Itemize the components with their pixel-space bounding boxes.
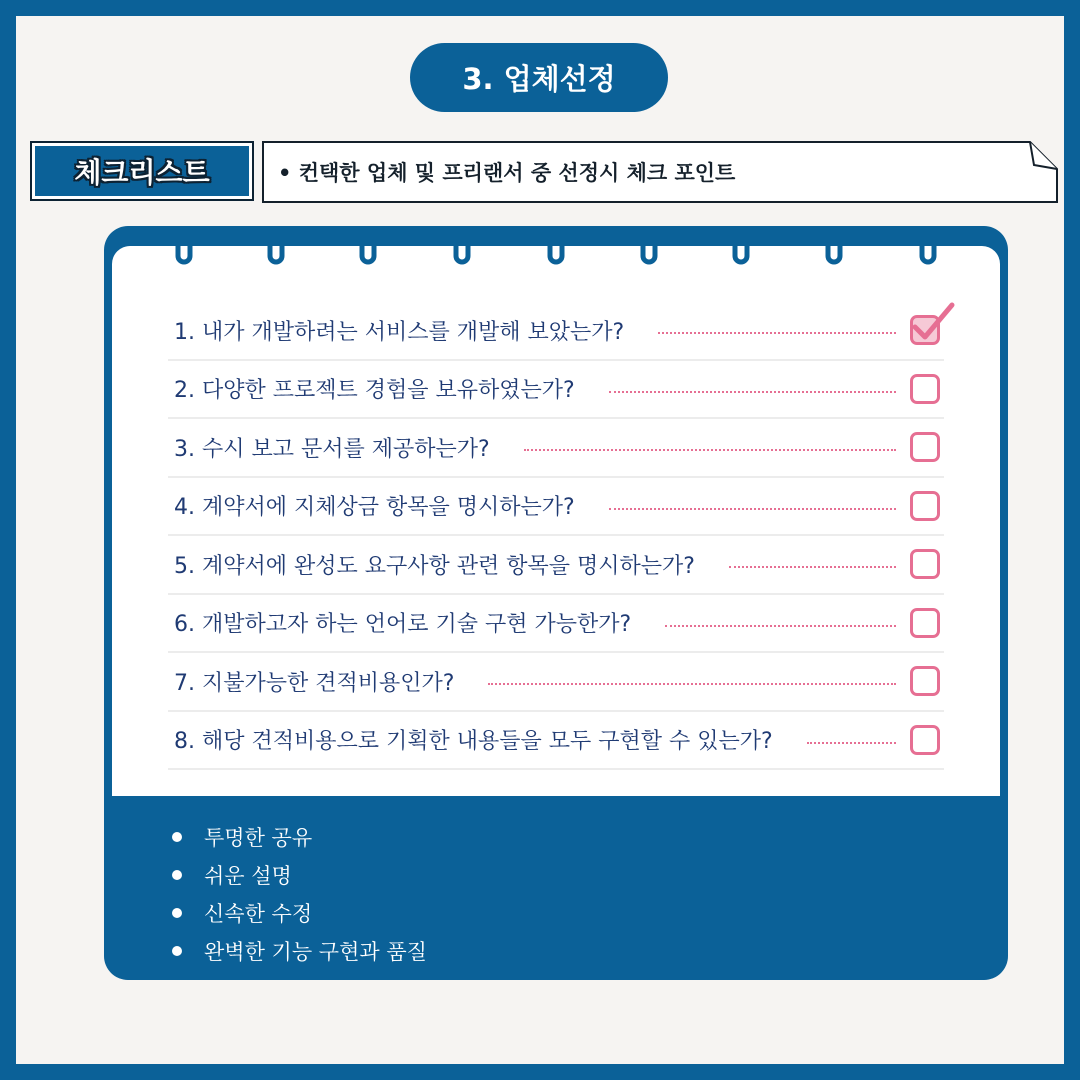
feature-item [172, 894, 427, 932]
dotted-leader [609, 391, 896, 393]
feature-list [172, 818, 427, 970]
checklist-row [168, 478, 944, 537]
ring-icon [916, 226, 940, 274]
feature-label: 투명한 공유 [204, 826, 313, 850]
feature-item [172, 856, 427, 894]
checkbox-checked[interactable] [910, 315, 940, 345]
checklist-row [168, 595, 944, 654]
section-title: 3. 업체선정 [410, 43, 668, 112]
dotted-leader [658, 332, 896, 334]
feature-item [172, 818, 427, 856]
checklist-question: 8. 해당 견적비용으로 기획한 내용들을 모두 구현할 수 있는가? [174, 729, 773, 755]
checklist-row [168, 536, 944, 595]
ring-icon [264, 226, 288, 274]
checklist-question: 7. 지불가능한 견적비용인가? [174, 670, 455, 696]
checklist-question: 3. 수시 보고 문서를 제공하는가? [174, 436, 490, 462]
checklist-question: 4. 계약서에 지체상금 항목을 명시하는가? [174, 495, 575, 521]
checkbox[interactable] [910, 549, 940, 579]
feature-item [172, 932, 427, 970]
checklist-row [168, 419, 944, 478]
dotted-leader [488, 683, 896, 685]
checkbox[interactable] [910, 608, 940, 638]
feature-label: 쉬운 설명 [204, 864, 292, 888]
checkbox[interactable] [910, 432, 940, 462]
ring-icon [544, 226, 568, 274]
feature-label: 완벽한 기능 구현과 품질 [204, 940, 427, 964]
checkbox[interactable] [910, 491, 940, 521]
dotted-leader [807, 742, 896, 744]
subtitle-note [262, 141, 1058, 203]
bullet-dot-icon [172, 908, 182, 918]
checklist [168, 302, 944, 770]
checklist-row [168, 361, 944, 420]
ring-icon [637, 226, 661, 274]
checkbox[interactable] [910, 666, 940, 696]
dotted-leader [729, 566, 896, 568]
dotted-leader [665, 625, 896, 627]
checklist-question: 2. 다양한 프로젝트 경험을 보유하였는가? [174, 378, 575, 404]
checkbox[interactable] [910, 725, 940, 755]
ring-icon [822, 226, 846, 274]
ring-icon [450, 226, 474, 274]
checklist-row [168, 653, 944, 712]
dotted-leader [524, 449, 896, 451]
checklist-question: 6. 개발하고자 하는 언어로 기술 구현 가능한가? [174, 612, 632, 638]
ring-icon [729, 226, 753, 274]
ring-icon [356, 226, 380, 274]
checkmark-icon [910, 301, 956, 347]
subtitle-text: • 컨택한 업체 및 프리랜서 중 선정시 체크 포인트 [278, 161, 736, 185]
checklist-tag [30, 141, 254, 201]
ring-icon [172, 226, 196, 274]
checklist-question: 5. 계약서에 완성도 요구사항 관련 항목을 명시하는가? [174, 553, 695, 579]
feature-label: 신속한 수정 [204, 902, 313, 926]
checklist-row [168, 302, 944, 361]
checklist-question: 1. 내가 개발하려는 서비스를 개발해 보았는가? [174, 319, 625, 345]
bullet-dot-icon [172, 870, 182, 880]
checklist-row [168, 712, 944, 771]
checkbox[interactable] [910, 374, 940, 404]
checklist-tag-label: 체크리스트 [35, 146, 249, 196]
dotted-leader [609, 508, 896, 510]
bullet-dot-icon [172, 946, 182, 956]
bullet-dot-icon [172, 832, 182, 842]
